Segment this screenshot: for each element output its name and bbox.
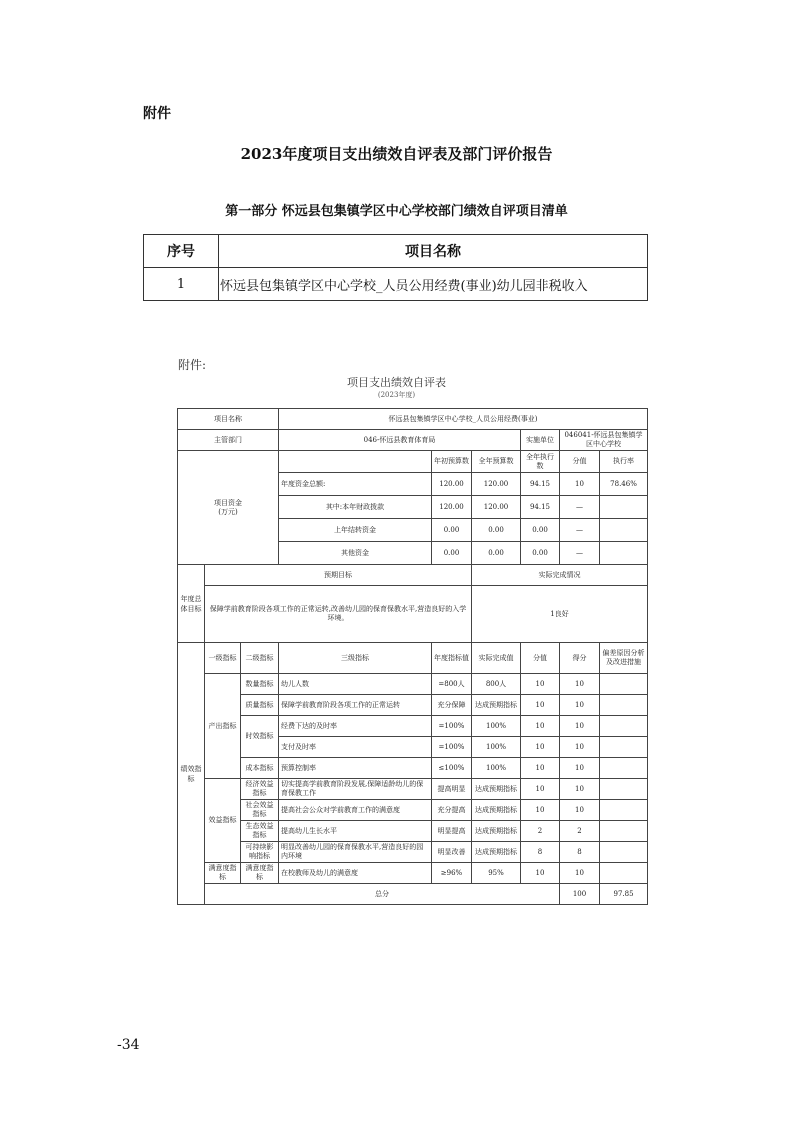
ind-col-lvl3: 三级指标: [279, 643, 432, 674]
funds-rate: [600, 519, 648, 542]
ind-target: =100%: [432, 737, 472, 758]
ind-col-value: 分值: [521, 643, 560, 674]
ind-value: 10: [521, 674, 560, 695]
goal-row: [178, 586, 648, 643]
funds-annual: 120.00: [472, 473, 521, 496]
funds-col-initial: 年初预算数: [432, 451, 472, 473]
ind-actual: 100%: [472, 758, 521, 779]
funds-score-value: —: [560, 519, 600, 542]
ind-lvl3: 支付及时率: [279, 737, 432, 758]
funds-col-executed: 全年执行数: [521, 451, 560, 473]
ind-value: 10: [521, 779, 560, 800]
ind-value: 8: [521, 842, 560, 863]
ind-deviation: [600, 674, 648, 695]
funds-blank: [279, 451, 432, 473]
ind-actual: 95%: [472, 863, 521, 884]
table-header-row: [144, 235, 648, 268]
row-name: 怀远县包集镇学区中心学校_人员公用经费(事业)幼儿园非税收入: [219, 268, 648, 301]
funds-row-label: 其他资金: [279, 542, 432, 565]
actual-value: 1良好: [472, 586, 648, 643]
ind-lvl3: 明显改善幼儿园的保育保教水平,营造良好的园内环境: [279, 842, 432, 863]
page-number: -34: [117, 1037, 140, 1053]
ind-value: 10: [521, 800, 560, 821]
ind-target: 明显改善: [432, 842, 472, 863]
lvl1-output: 产出指标: [205, 674, 241, 779]
ind-actual: 800人: [472, 674, 521, 695]
ind-score: 10: [560, 716, 600, 737]
ind-actual: 达成预期指标: [472, 779, 521, 800]
ind-lvl3: 预算控制率: [279, 758, 432, 779]
total-score: 97.85: [600, 884, 648, 905]
funds-label: 项目资金 (万元): [178, 451, 279, 565]
ind-deviation: [600, 716, 648, 737]
funds-initial: 0.00: [432, 519, 472, 542]
funds-annual: 0.00: [472, 542, 521, 565]
ind-target: 提高明显: [432, 779, 472, 800]
project-name-value: 怀远县包集镇学区中心学校_人员公用经费(事业): [279, 409, 648, 430]
ind-score: 10: [560, 779, 600, 800]
funds-rate: 78.46%: [600, 473, 648, 496]
funds-col-annual: 全年预算数: [472, 451, 521, 473]
ind-lvl3: 保障学前教育阶段各项工作的正常运转: [279, 695, 432, 716]
ind-target: 明显提高: [432, 821, 472, 842]
ind-lvl2: 生态效益指标: [241, 821, 279, 842]
ind-score: 2: [560, 821, 600, 842]
funds-executed: 0.00: [521, 519, 560, 542]
attachment-label: 附件: [143, 106, 171, 122]
ind-value: 2: [521, 821, 560, 842]
ind-deviation: [600, 779, 648, 800]
indicators-header-row: [178, 643, 648, 674]
ind-col-lvl1: 一级指标: [205, 643, 241, 674]
ind-deviation: [600, 842, 648, 863]
dept-label: 主管部门: [178, 430, 279, 451]
total-label: 总分: [205, 884, 560, 905]
eval-form-title: 项目支出绩效自评表: [347, 376, 446, 389]
ind-lvl3: 在校教师及幼儿的满意度: [279, 863, 432, 884]
impl-label: 实施单位: [521, 430, 560, 451]
indicator-row: [178, 779, 648, 800]
funds-executed: 94.15: [521, 473, 560, 496]
indicator-row: [178, 716, 648, 737]
ind-lvl3: 幼儿人数: [279, 674, 432, 695]
col-header-name: 项目名称: [219, 235, 648, 268]
part-title: 第一部分 怀远县包集镇学区中心学校部门绩效自评项目清单: [225, 204, 568, 219]
goal-header-row: [178, 565, 648, 586]
funds-initial: 0.00: [432, 542, 472, 565]
ind-lvl2: 质量指标: [241, 695, 279, 716]
ind-target: ≥96%: [432, 863, 472, 884]
indicator-row: [178, 863, 648, 884]
ind-col-deviation: 偏差原因分析及改进措施: [600, 643, 648, 674]
indicator-row: [178, 800, 648, 821]
indicators-label: 绩效指标: [178, 643, 205, 905]
funds-rate: [600, 542, 648, 565]
ind-lvl2: 时效指标: [241, 716, 279, 758]
ind-score: 10: [560, 863, 600, 884]
funds-annual: 0.00: [472, 519, 521, 542]
lvl1-benefit: 效益指标: [205, 779, 241, 863]
ind-deviation: [600, 737, 648, 758]
ind-actual: 达成预期指标: [472, 842, 521, 863]
ind-score: 10: [560, 800, 600, 821]
ind-col-lvl2: 二级指标: [241, 643, 279, 674]
expected-goal: 保障学前教育阶段各项工作的正常运转,改善幼儿园的保育保教水平,营造良好的入学环境。: [205, 586, 472, 643]
goal-label: 年度总体目标: [178, 565, 205, 643]
row-no: 1: [144, 268, 219, 301]
indicator-row: [178, 695, 648, 716]
ind-actual: 达成预期指标: [472, 821, 521, 842]
indicator-row: [178, 842, 648, 863]
indicator-row: [178, 758, 648, 779]
project-name-row: [178, 409, 648, 430]
funds-score-value: —: [560, 496, 600, 519]
total-row: [178, 884, 648, 905]
ind-target: =800人: [432, 674, 472, 695]
indicator-row: [178, 821, 648, 842]
ind-lvl3: 提高幼儿生长水平: [279, 821, 432, 842]
ind-value: 10: [521, 695, 560, 716]
ind-lvl2: 可持续影响指标: [241, 842, 279, 863]
ind-lvl3: 切实提高学前教育阶段发展,保障适龄幼儿的保育保教工作: [279, 779, 432, 800]
ind-target: ≤100%: [432, 758, 472, 779]
ind-lvl2: 数量指标: [241, 674, 279, 695]
ind-actual: 100%: [472, 716, 521, 737]
ind-score: 10: [560, 674, 600, 695]
ind-lvl2: 满意度指标: [241, 863, 279, 884]
funds-annual: 120.00: [472, 496, 521, 519]
ind-score: 8: [560, 842, 600, 863]
actual-label: 实际完成情况: [472, 565, 648, 586]
ind-lvl3: 经费下达的及时率: [279, 716, 432, 737]
document-title: 2023年度项目支出绩效自评表及部门评价报告: [240, 145, 553, 163]
ind-target: =100%: [432, 716, 472, 737]
funds-row-label: 年度资金总额:: [279, 473, 432, 496]
funds-initial: 120.00: [432, 473, 472, 496]
funds-initial: 120.00: [432, 496, 472, 519]
funds-score-value: 10: [560, 473, 600, 496]
ind-score: 10: [560, 737, 600, 758]
indicator-row: [178, 674, 648, 695]
funds-rate: [600, 496, 648, 519]
funds-executed: 94.15: [521, 496, 560, 519]
ind-deviation: [600, 863, 648, 884]
funds-score-value: —: [560, 542, 600, 565]
eval-form-year: (2023年度): [377, 391, 416, 399]
ind-score: 10: [560, 758, 600, 779]
ind-actual: 100%: [472, 737, 521, 758]
ind-lvl2: 成本指标: [241, 758, 279, 779]
ind-value: 10: [521, 737, 560, 758]
ind-col-target: 年度指标值: [432, 643, 472, 674]
project-list-table: [143, 234, 648, 301]
funds-col-score-value: 分值: [560, 451, 600, 473]
ind-target: 充分提高: [432, 800, 472, 821]
ind-deviation: [600, 695, 648, 716]
ind-value: 10: [521, 758, 560, 779]
total-value: 100: [560, 884, 600, 905]
ind-target: 充分保障: [432, 695, 472, 716]
ind-actual: 达成预期指标: [472, 695, 521, 716]
ind-score: 10: [560, 695, 600, 716]
impl-value: 046041-怀远县包集镇学区中心学校: [560, 430, 648, 451]
ind-deviation: [600, 800, 648, 821]
ind-lvl3: 提高社会公众对学前教育工作的满意度: [279, 800, 432, 821]
eval-attachment-label: 附件:: [178, 358, 207, 372]
ind-value: 10: [521, 716, 560, 737]
col-header-no: 序号: [144, 235, 219, 268]
expected-goal-label: 预期目标: [205, 565, 472, 586]
funds-header-row: [178, 451, 648, 473]
ind-col-actual: 实际完成值: [472, 643, 521, 674]
funds-row-label: 其中:本年财政拨款: [279, 496, 432, 519]
ind-lvl2: 经济效益指标: [241, 779, 279, 800]
ind-actual: 达成预期指标: [472, 800, 521, 821]
dept-row: [178, 430, 648, 451]
project-name-label: 项目名称: [178, 409, 279, 430]
ind-lvl2: 社会效益指标: [241, 800, 279, 821]
funds-row-label: 上年结转资金: [279, 519, 432, 542]
ind-deviation: [600, 758, 648, 779]
ind-deviation: [600, 821, 648, 842]
funds-executed: 0.00: [521, 542, 560, 565]
table-row: [144, 268, 648, 301]
lvl1-satisfaction: 满意度指标: [205, 863, 241, 884]
eval-form-table: [177, 408, 648, 905]
dept-value: 046-怀远县教育体育局: [279, 430, 521, 451]
ind-value: 10: [521, 863, 560, 884]
ind-col-score: 得分: [560, 643, 600, 674]
funds-col-rate: 执行率: [600, 451, 648, 473]
